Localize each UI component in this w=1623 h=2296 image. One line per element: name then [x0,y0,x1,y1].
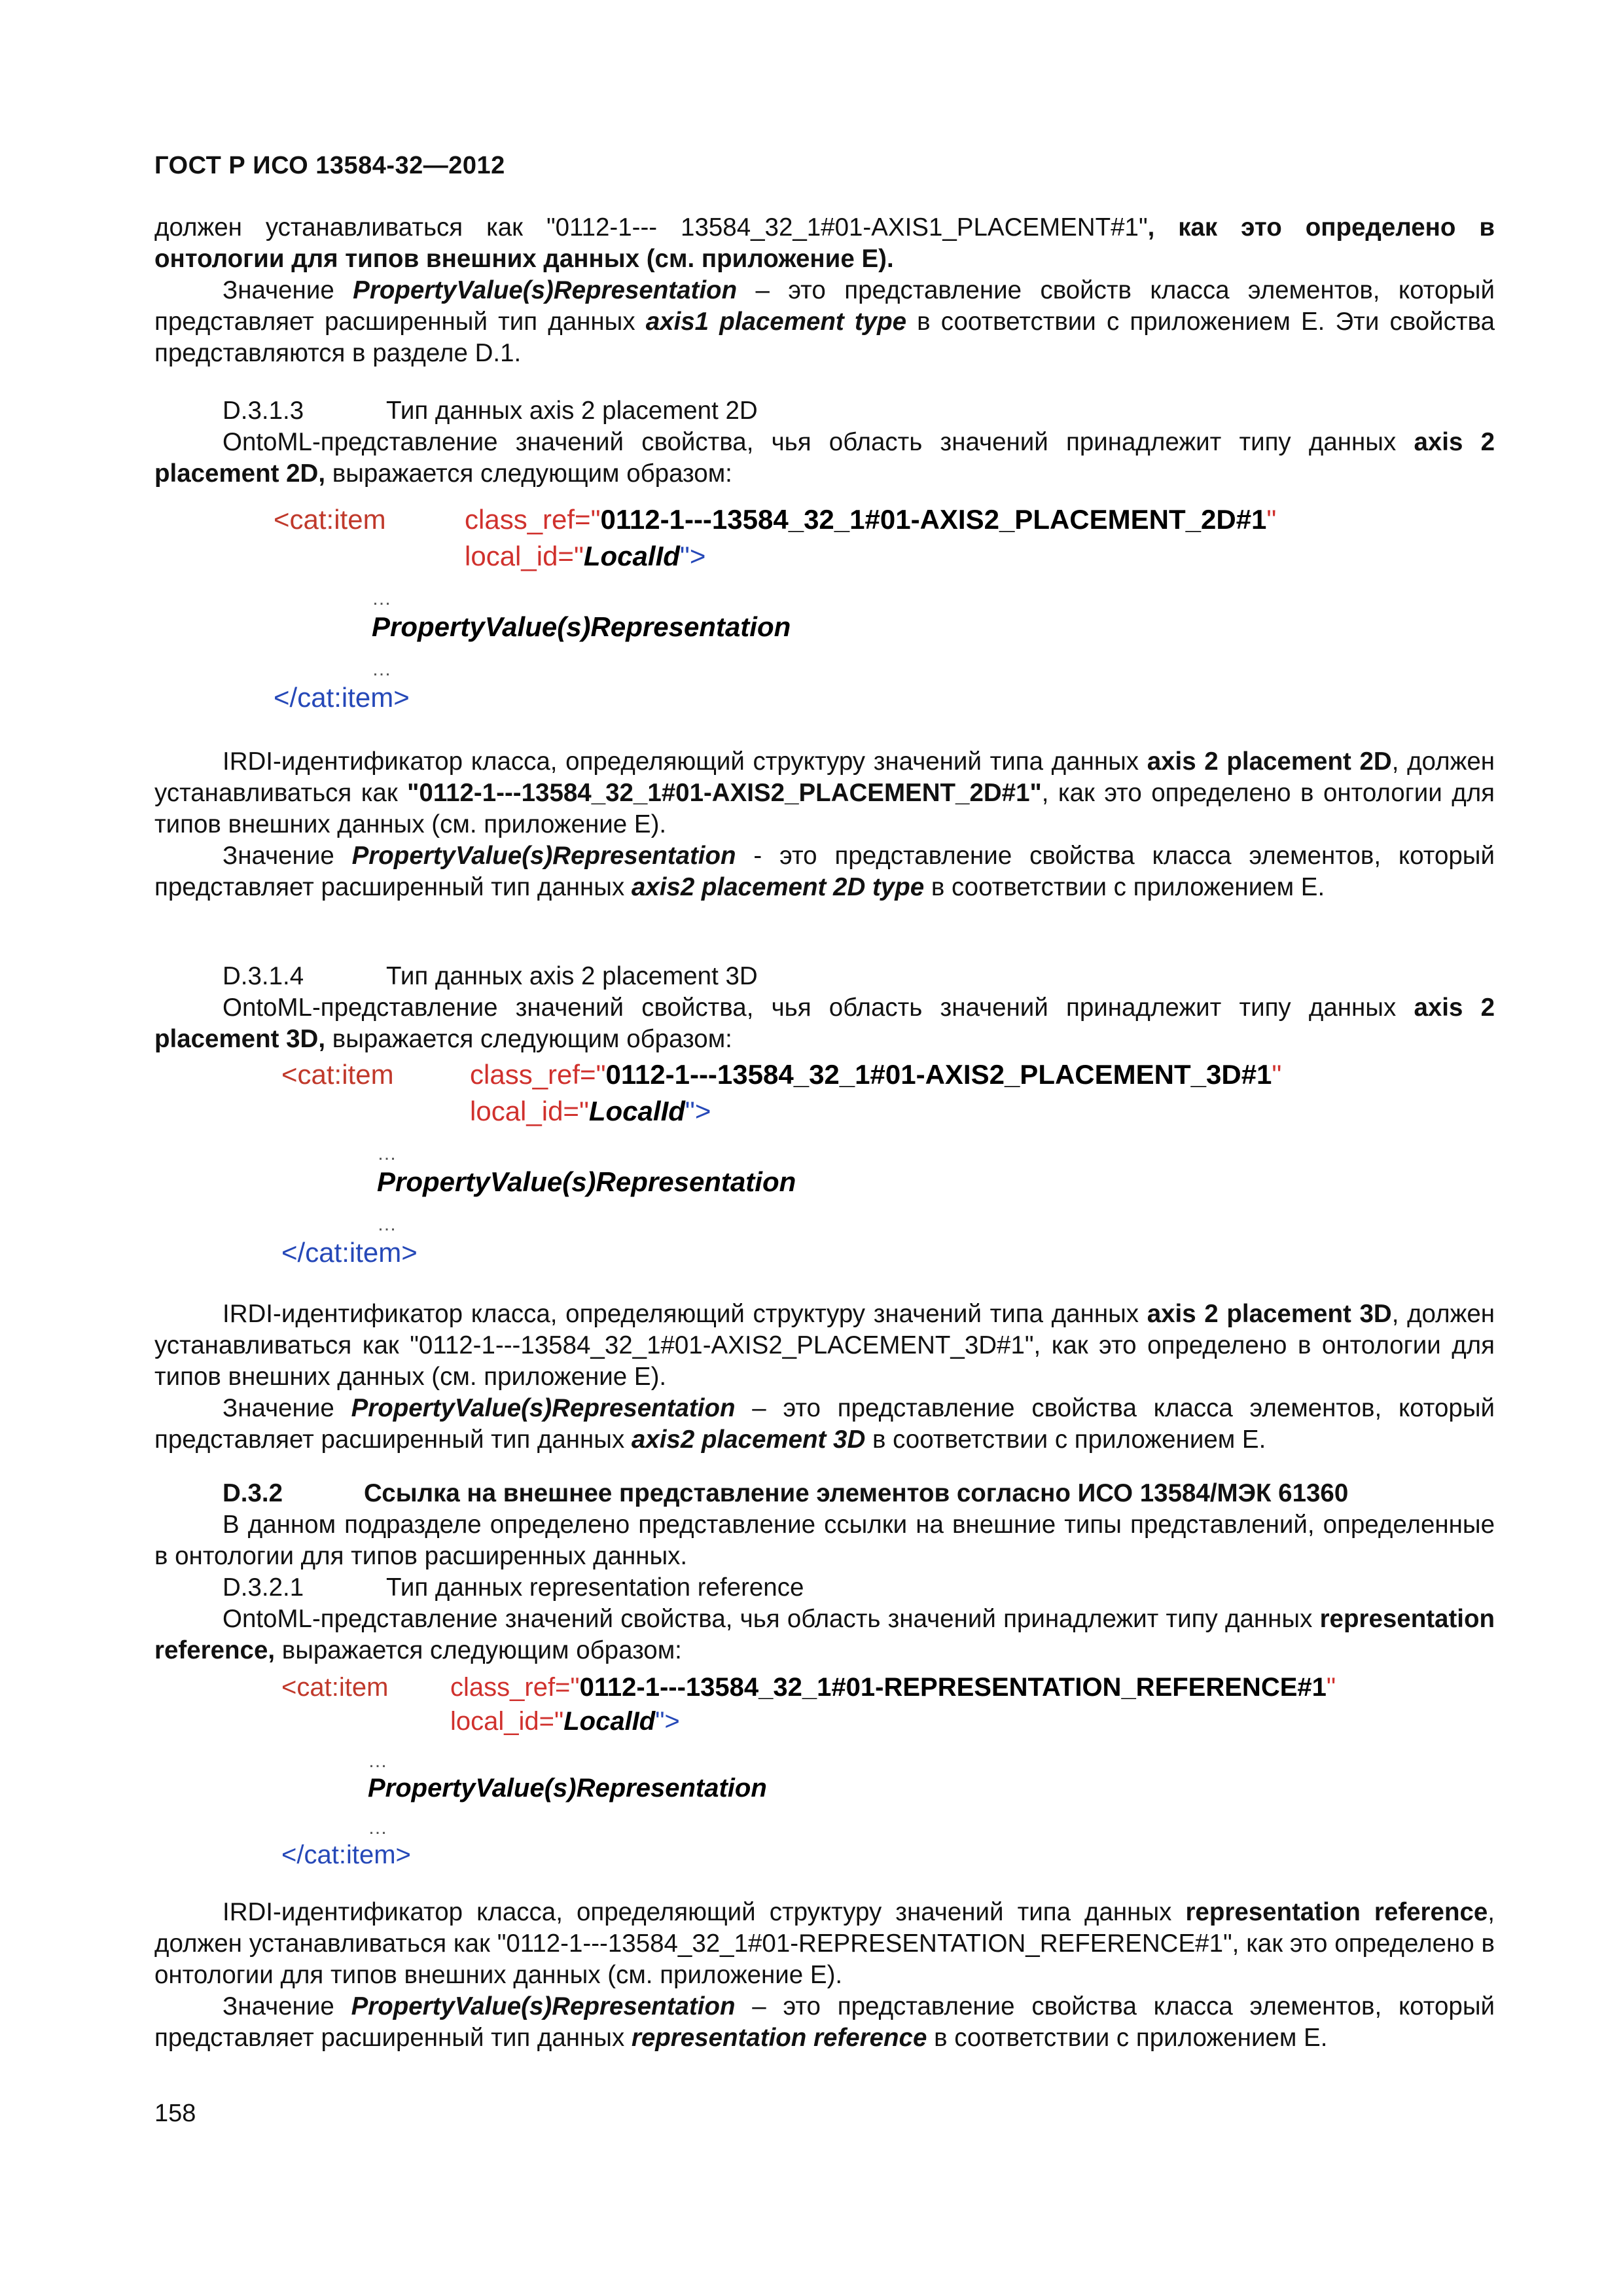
section-title: Тип данных axis 2 placement 2D [386,397,758,425]
paragraph-value-reference [154,1991,1495,2054]
term-bold: axis 2 placement 3D, [154,994,1495,1053]
code-class-value: 0112-1---13584_32_1#01-REPRESENTATION_REFERENCE#1 [579,1673,1327,1702]
term-bold: axis 2 placement 2D [1147,747,1392,776]
text: IRDI-идентификатор класса, определяющий структуру значений типа данных [223,747,1147,776]
paragraph-value-2d [154,840,1495,903]
code-close-tag: </cat:item> [281,1237,418,1268]
code-ellipsis: … [368,1817,387,1839]
code-class-attr: class_ref=" [470,1059,606,1090]
section-title: Ссылка на внешнее представление элементов согласно ИСО 13584/МЭК 61360 [364,1479,1349,1507]
text: OntoML-представление значений свойства, чья область значений принадлежит типу данных [223,994,1414,1022]
paragraph-irdi-2d [154,746,1495,840]
code-quote: " [1272,1059,1282,1090]
code-local-attr: local_id=" [465,541,584,571]
text: IRDI-идентификатор класса, определяющий структуру значений типа данных [223,1898,1186,1926]
text: в соответствии с приложением Е. [924,873,1325,901]
code-placeholder: PropertyValue(s)Representation [372,611,791,642]
code-open-tag: <cat:item [274,504,386,535]
code-tag-end: "> [655,1707,680,1736]
code-class-attr: class_ref=" [465,504,601,535]
code-class-value: 0112-1---13584_32_1#01-AXIS2_PLACEMENT_2D#1 [600,504,1267,535]
paragraph-value-3d [154,1393,1495,1456]
term-bold: representation reference, [154,1605,1495,1664]
paragraph-ontoml-reference [154,1604,1495,1666]
section-title: Тип данных representation reference [386,1573,804,1602]
code-local-attr: local_id=" [470,1096,589,1126]
code-placeholder: PropertyValue(s)Representation [377,1166,796,1197]
code-close-tag: </cat:item> [281,1840,411,1869]
text-bold: , как это определено в онтологии для типов внешних данных (см. приложение Е). [154,213,1495,273]
code-open-tag: <cat:item [281,1059,394,1090]
text: OntoML-представление значений свойства, чья область значений принадлежит типу данных [223,428,1414,456]
code-close-tag: </cat:item> [274,682,410,713]
section-heading-d321 [223,1572,804,1604]
irdi-bold: "0112-1---13584_32_1#01-AXIS2_PLACEMENT_2D#1" [407,779,1042,807]
code-ellipsis: … [377,1213,397,1235]
section-heading-d32 [223,1478,1348,1509]
code-ellipsis: … [377,1143,397,1164]
code-ellipsis: … [372,588,391,609]
code-class-attr: class_ref=" [450,1673,580,1702]
term-bold: representation reference [1185,1898,1488,1926]
text: выражается следующим образом: [325,459,732,488]
text: Значение [223,276,353,304]
text: в соответствии с приложением Е. [927,2024,1328,2052]
page-number: 158 [154,2100,196,2127]
section-number: D.3.2.1 [223,1573,304,1602]
text: OntoML-представление значений свойства, чья область значений принадлежит типу данных [223,1605,1320,1633]
term-property-value-representation: PropertyValue(s)Representation [351,842,736,870]
code-tag-end: "> [685,1096,711,1126]
text: Значение [223,1394,351,1422]
text: Значение [223,842,352,870]
paragraph-irdi-reference [154,1897,1495,1991]
term-bold: axis 2 placement 3D [1147,1300,1392,1328]
term-property-value-representation: PropertyValue(s)Representation [351,1394,736,1422]
code-placeholder: PropertyValue(s)Representation [368,1774,767,1803]
section-heading-d313 [223,395,758,427]
text: , должен устанавливаться как [154,747,1495,807]
code-ellipsis: … [372,658,391,680]
running-header: ГОСТ Р ИСО 13584-32—2012 [154,152,505,179]
text: – это представление свойств класса элементов, который представляет расширенный тип данных [154,276,1495,336]
code-snippet-2d [274,501,1276,716]
code-ellipsis: … [368,1750,387,1772]
paragraph-axis1-irdi-continuation [154,212,1495,275]
code-local-attr: local_id=" [450,1707,564,1736]
text: IRDI-идентификатор класса, определяющий структуру значений типа данных [223,1300,1147,1328]
code-open-tag: <cat:item [281,1673,389,1702]
code-tag-end: "> [679,541,706,571]
term-data-type: representation reference [631,2024,927,2052]
text: , должен устанавливаться как "0112-1---13584_32_1#01-REPRESENTATION_REFERENCE#1", как это определено в онтологии для типов внешних данных (см. приложение Е). [154,1898,1495,1989]
section-number: D.3.1.4 [223,962,304,990]
section-number: D.3.2 [223,1479,283,1507]
section-title: Тип данных axis 2 placement 3D [386,962,758,990]
term-data-type: axis2 placement 3D [631,1426,866,1454]
paragraph-d32-intro: В данном подразделе определено представление ссылки на внешние типы представлений, определенные в онтологии для типов расширенных данных. [154,1511,1495,1570]
term-data-type: axis2 placement 2D type [631,873,925,901]
paragraph-axis1-value [154,275,1495,369]
text: , должен устанавливаться как "0112-1---13584_32_1#01-AXIS2_PLACEMENT_3D#1", как это определено в онтологии для типов внешних данных (см. приложение Е). [154,1300,1495,1391]
text: в соответствии с приложением Е. Эти свойства представляются в разделе D.1. [154,308,1495,367]
code-snippet-reference [281,1670,1336,1872]
paragraph-irdi-3d [154,1299,1495,1393]
text: - это представление свойства класса элементов, который представляет расширенный тип данных [154,842,1495,901]
code-local-value: LocalId [588,1096,685,1126]
paragraph-ontoml-2d [154,427,1495,490]
section-heading-d314 [223,961,758,992]
text: – это представление свойства класса элементов, который представляет расширенный тип данных [154,1394,1495,1454]
term-data-type: axis1 placement type [645,308,907,336]
term-bold: axis 2 placement 2D, [154,428,1495,488]
code-local-value: LocalId [563,1707,656,1736]
code-local-value: LocalId [583,541,680,571]
section-number: D.3.1.3 [223,397,304,425]
text: выражается следующим образом: [325,1025,732,1053]
text: , как это определено в онтологии для типов внешних данных (см. приложение Е). [154,779,1495,838]
code-quote: " [1326,1673,1336,1702]
paragraph-ontoml-3d [154,992,1495,1055]
term-property-value-representation: PropertyValue(s)Representation [351,1992,736,2020]
code-snippet-3d [281,1056,1281,1271]
text: выражается следующим образом: [275,1636,682,1664]
code-class-value: 0112-1---13584_32_1#01-AXIS2_PLACEMENT_3D#1 [605,1059,1272,1090]
text: в соответствии с приложением Е. [865,1426,1266,1454]
text: – это представление свойства класса элементов, который представляет расширенный тип данных [154,1992,1495,2052]
code-quote: " [1266,504,1277,535]
text: должен устанавливаться как "0112-1--- 13584_32_1#01-AXIS1_PLACEMENT#1" [154,213,1148,242]
text: Значение [223,1992,351,2020]
term-property-value-representation: PropertyValue(s)Representation [353,276,738,304]
